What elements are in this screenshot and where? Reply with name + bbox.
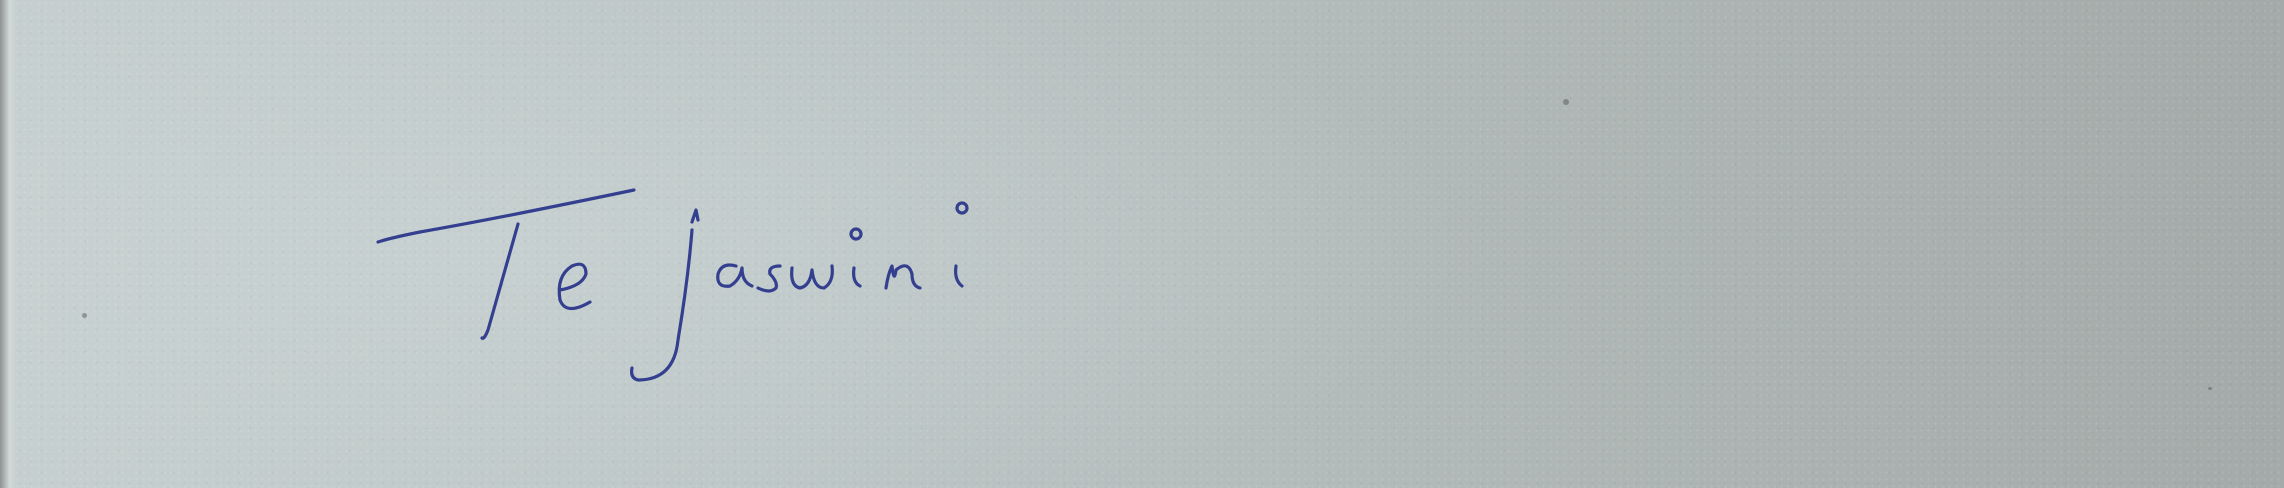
paper-speck [2208, 387, 2212, 390]
handwritten-signature [360, 170, 1040, 400]
signature-stroke-n [886, 266, 920, 288]
signature-stroke-w [792, 266, 833, 288]
signature-stroke-i2 [956, 266, 962, 286]
paper-speck [82, 313, 87, 318]
signature-dot-i1 [851, 229, 861, 239]
signature-stroke-j [632, 230, 692, 380]
paper-speck [1563, 99, 1569, 105]
paper-edge [0, 0, 16, 488]
signature-stroke-i1 [854, 268, 860, 286]
signature-stroke-e [559, 264, 590, 308]
signature-stroke-j-dot [692, 210, 698, 222]
signature-stroke-a [718, 265, 752, 286]
signature-stroke-s [758, 266, 780, 291]
signature-stroke-t-bar [378, 190, 634, 242]
signature-dot-i2 [957, 203, 967, 213]
signature-stroke-t-stem [482, 224, 518, 338]
